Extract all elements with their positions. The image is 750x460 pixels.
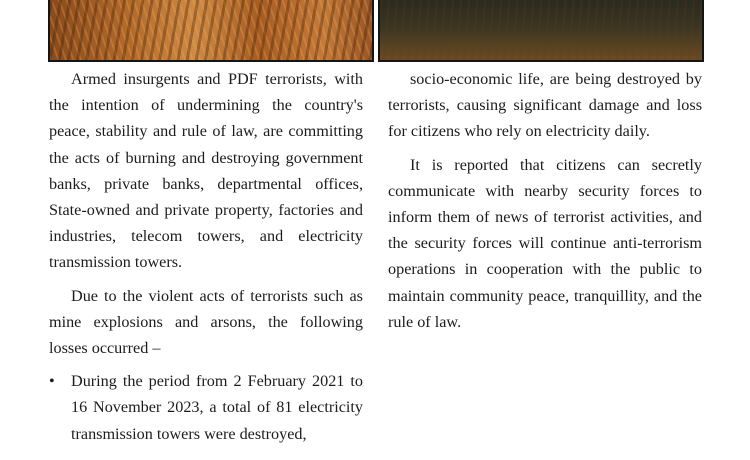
right-column — [388, 66, 702, 342]
bullet-icon: • — [49, 372, 55, 391]
field-photo — [48, 0, 374, 62]
losses-list — [49, 368, 363, 447]
landscape-photo — [378, 0, 704, 62]
list-item-text: During the period from 2 February 2021 to 16 November 2023, a total of 81 electricity transmission towers were destroyed, — [71, 372, 363, 443]
paragraph-losses: Due to the violent acts of terrorists such as mine explosions and arsons, the following losses occurred – — [49, 286, 363, 358]
paragraph-citizens-report: It is reported that citizens can secretly communicate with nearby security forces to inform them of news of terrorist activities, and the security forces will continue anti-terrorism operations in cooperation with the public to maintain community peace, tranquillity, and the rule of law. — [388, 155, 702, 331]
paragraph-insurgents: Armed insurgents and PDF terrorists, with the intention of undermining the country's peace, stability and rule of law, are committing the acts of burning and destroying government banks, private banks, departmental offices, State-owned and private property, factories and industries, telecom towers, and electricity transmission towers. — [49, 70, 363, 272]
list-item — [49, 368, 363, 447]
left-column — [49, 66, 363, 447]
paragraph-socio-economic: socio-economic life, are being destroyed by terrorists, causing significant damage and loss for citizens who rely on electricity daily. — [388, 70, 702, 141]
